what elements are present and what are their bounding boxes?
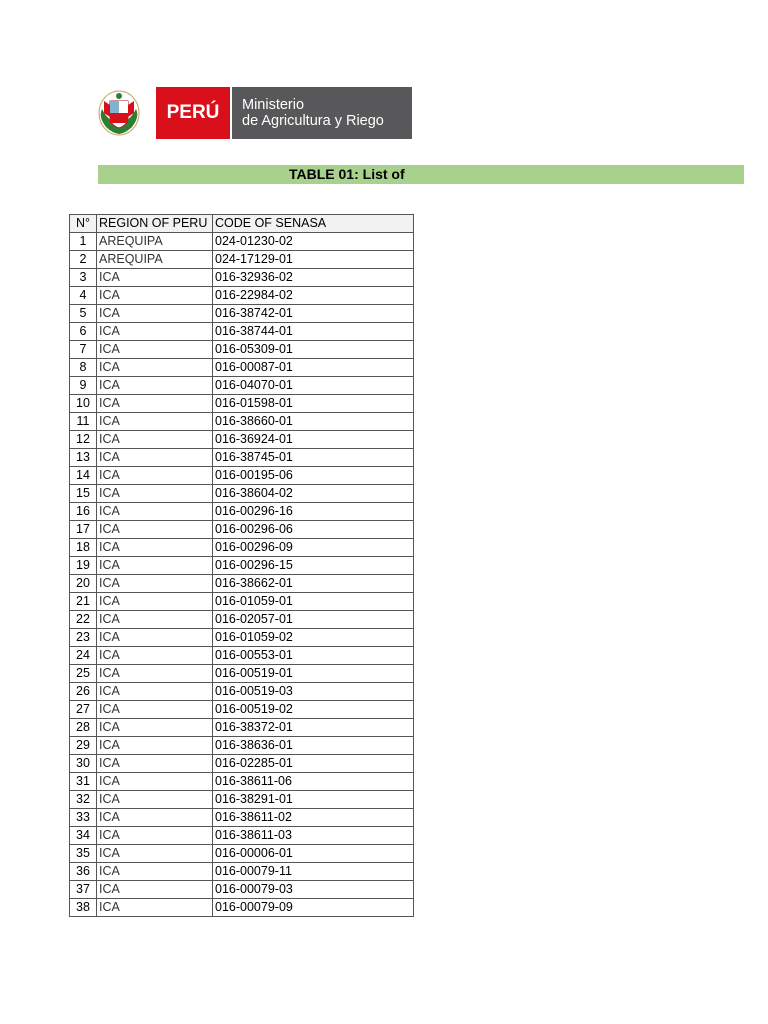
table-row	[70, 539, 414, 557]
table-row	[70, 611, 414, 629]
table-row	[70, 305, 414, 323]
table-header-row	[70, 215, 414, 233]
table-row	[70, 269, 414, 287]
coat-of-arms-icon	[96, 87, 142, 139]
row-code: 016-05309-01	[213, 341, 414, 359]
ministry-line2: de Agricultura y Riego	[242, 113, 384, 129]
table-row	[70, 863, 414, 881]
row-code: 016-00296-06	[213, 521, 414, 539]
table-row	[70, 557, 414, 575]
row-number: 16	[70, 503, 97, 521]
row-region: AREQUIPA	[97, 251, 213, 269]
row-code: 016-00006-01	[213, 845, 414, 863]
row-number: 10	[70, 395, 97, 413]
row-number: 28	[70, 719, 97, 737]
row-region: ICA	[97, 629, 213, 647]
table-row	[70, 737, 414, 755]
table-row	[70, 467, 414, 485]
row-number: 14	[70, 467, 97, 485]
row-number: 13	[70, 449, 97, 467]
row-region: ICA	[97, 305, 213, 323]
row-region: ICA	[97, 737, 213, 755]
row-region: ICA	[97, 755, 213, 773]
table-row	[70, 683, 414, 701]
table-row	[70, 809, 414, 827]
row-number: 25	[70, 665, 97, 683]
row-code: 024-17129-01	[213, 251, 414, 269]
table-row	[70, 449, 414, 467]
row-number: 26	[70, 683, 97, 701]
row-number: 12	[70, 431, 97, 449]
row-number: 5	[70, 305, 97, 323]
row-region: ICA	[97, 287, 213, 305]
table-row	[70, 575, 414, 593]
row-code: 016-00296-09	[213, 539, 414, 557]
row-region: ICA	[97, 719, 213, 737]
table-row	[70, 287, 414, 305]
table-row	[70, 323, 414, 341]
row-region: ICA	[97, 413, 213, 431]
row-code: 016-00519-01	[213, 665, 414, 683]
peru-badge	[156, 87, 230, 139]
table-row	[70, 773, 414, 791]
row-region: ICA	[97, 827, 213, 845]
row-number: 11	[70, 413, 97, 431]
row-code: 016-38744-01	[213, 323, 414, 341]
title-bar	[98, 165, 744, 184]
row-number: 30	[70, 755, 97, 773]
header-number: N°	[70, 215, 97, 233]
row-number: 29	[70, 737, 97, 755]
peru-text: PERÚ	[166, 102, 220, 123]
row-region: ICA	[97, 467, 213, 485]
row-region: ICA	[97, 449, 213, 467]
row-code: 024-01230-02	[213, 233, 414, 251]
row-code: 016-00079-03	[213, 881, 414, 899]
senasa-table	[69, 214, 414, 917]
table-row	[70, 377, 414, 395]
table-row	[70, 719, 414, 737]
row-code: 016-00079-11	[213, 863, 414, 881]
row-code: 016-38742-01	[213, 305, 414, 323]
row-region: ICA	[97, 269, 213, 287]
row-number: 6	[70, 323, 97, 341]
row-region: ICA	[97, 377, 213, 395]
row-number: 24	[70, 647, 97, 665]
row-code: 016-38604-02	[213, 485, 414, 503]
row-number: 15	[70, 485, 97, 503]
row-number: 38	[70, 899, 97, 917]
table-row	[70, 845, 414, 863]
row-code: 016-01059-02	[213, 629, 414, 647]
row-number: 21	[70, 593, 97, 611]
row-code: 016-00553-01	[213, 647, 414, 665]
row-region: ICA	[97, 809, 213, 827]
row-region: ICA	[97, 593, 213, 611]
row-region: ICA	[97, 665, 213, 683]
row-code: 016-04070-01	[213, 377, 414, 395]
table-row	[70, 341, 414, 359]
header-region: REGION OF PERU	[97, 215, 213, 233]
row-region: ICA	[97, 485, 213, 503]
row-number: 4	[70, 287, 97, 305]
row-code: 016-02057-01	[213, 611, 414, 629]
table-row	[70, 395, 414, 413]
table-row	[70, 791, 414, 809]
row-code: 016-38662-01	[213, 575, 414, 593]
table-row	[70, 233, 414, 251]
row-code: 016-00087-01	[213, 359, 414, 377]
row-region: ICA	[97, 881, 213, 899]
header-code: CODE OF SENASA	[213, 215, 414, 233]
table-row	[70, 521, 414, 539]
table-title: TABLE 01: List of	[289, 166, 405, 182]
row-number: 37	[70, 881, 97, 899]
row-code: 016-36924-01	[213, 431, 414, 449]
row-number: 36	[70, 863, 97, 881]
row-code: 016-38660-01	[213, 413, 414, 431]
row-code: 016-38745-01	[213, 449, 414, 467]
table-row	[70, 899, 414, 917]
row-number: 18	[70, 539, 97, 557]
row-code: 016-38611-02	[213, 809, 414, 827]
row-code: 016-02285-01	[213, 755, 414, 773]
table-row	[70, 431, 414, 449]
row-number: 23	[70, 629, 97, 647]
row-region: ICA	[97, 773, 213, 791]
row-code: 016-38611-03	[213, 827, 414, 845]
row-region: ICA	[97, 701, 213, 719]
row-code: 016-00519-02	[213, 701, 414, 719]
row-code: 016-38291-01	[213, 791, 414, 809]
row-code: 016-38611-06	[213, 773, 414, 791]
table-row	[70, 665, 414, 683]
row-region: ICA	[97, 611, 213, 629]
row-number: 20	[70, 575, 97, 593]
row-region: ICA	[97, 521, 213, 539]
row-number: 19	[70, 557, 97, 575]
table-row	[70, 593, 414, 611]
row-region: ICA	[97, 575, 213, 593]
row-region: ICA	[97, 557, 213, 575]
table-row	[70, 503, 414, 521]
table-row	[70, 647, 414, 665]
row-code: 016-38372-01	[213, 719, 414, 737]
row-number: 34	[70, 827, 97, 845]
row-number: 27	[70, 701, 97, 719]
row-code: 016-22984-02	[213, 287, 414, 305]
row-number: 8	[70, 359, 97, 377]
table-row	[70, 629, 414, 647]
row-code: 016-01059-01	[213, 593, 414, 611]
ministry-logo	[96, 87, 412, 139]
row-region: ICA	[97, 341, 213, 359]
row-region: ICA	[97, 503, 213, 521]
row-number: 33	[70, 809, 97, 827]
row-code: 016-38636-01	[213, 737, 414, 755]
row-number: 7	[70, 341, 97, 359]
row-region: ICA	[97, 323, 213, 341]
table-row	[70, 755, 414, 773]
table-row	[70, 881, 414, 899]
row-number: 2	[70, 251, 97, 269]
row-number: 1	[70, 233, 97, 251]
row-region: ICA	[97, 395, 213, 413]
row-number: 35	[70, 845, 97, 863]
row-region: ICA	[97, 845, 213, 863]
ministry-line1: Ministerio	[242, 97, 305, 113]
table-row	[70, 251, 414, 269]
row-number: 22	[70, 611, 97, 629]
row-region: ICA	[97, 431, 213, 449]
row-code: 016-00296-15	[213, 557, 414, 575]
row-code: 016-01598-01	[213, 395, 414, 413]
table-row	[70, 413, 414, 431]
row-region: ICA	[97, 647, 213, 665]
table-row	[70, 827, 414, 845]
table-row	[70, 485, 414, 503]
row-number: 17	[70, 521, 97, 539]
row-region: ICA	[97, 863, 213, 881]
row-number: 32	[70, 791, 97, 809]
row-region: ICA	[97, 899, 213, 917]
row-number: 3	[70, 269, 97, 287]
row-number: 31	[70, 773, 97, 791]
row-region: ICA	[97, 359, 213, 377]
row-region: AREQUIPA	[97, 233, 213, 251]
ministry-badge	[230, 87, 412, 139]
row-code: 016-00195-06	[213, 467, 414, 485]
row-region: ICA	[97, 791, 213, 809]
table-row	[70, 359, 414, 377]
row-number: 9	[70, 377, 97, 395]
row-code: 016-00519-03	[213, 683, 414, 701]
row-region: ICA	[97, 683, 213, 701]
row-code: 016-00296-16	[213, 503, 414, 521]
row-region: ICA	[97, 539, 213, 557]
row-code: 016-32936-02	[213, 269, 414, 287]
table-row	[70, 701, 414, 719]
row-code: 016-00079-09	[213, 899, 414, 917]
